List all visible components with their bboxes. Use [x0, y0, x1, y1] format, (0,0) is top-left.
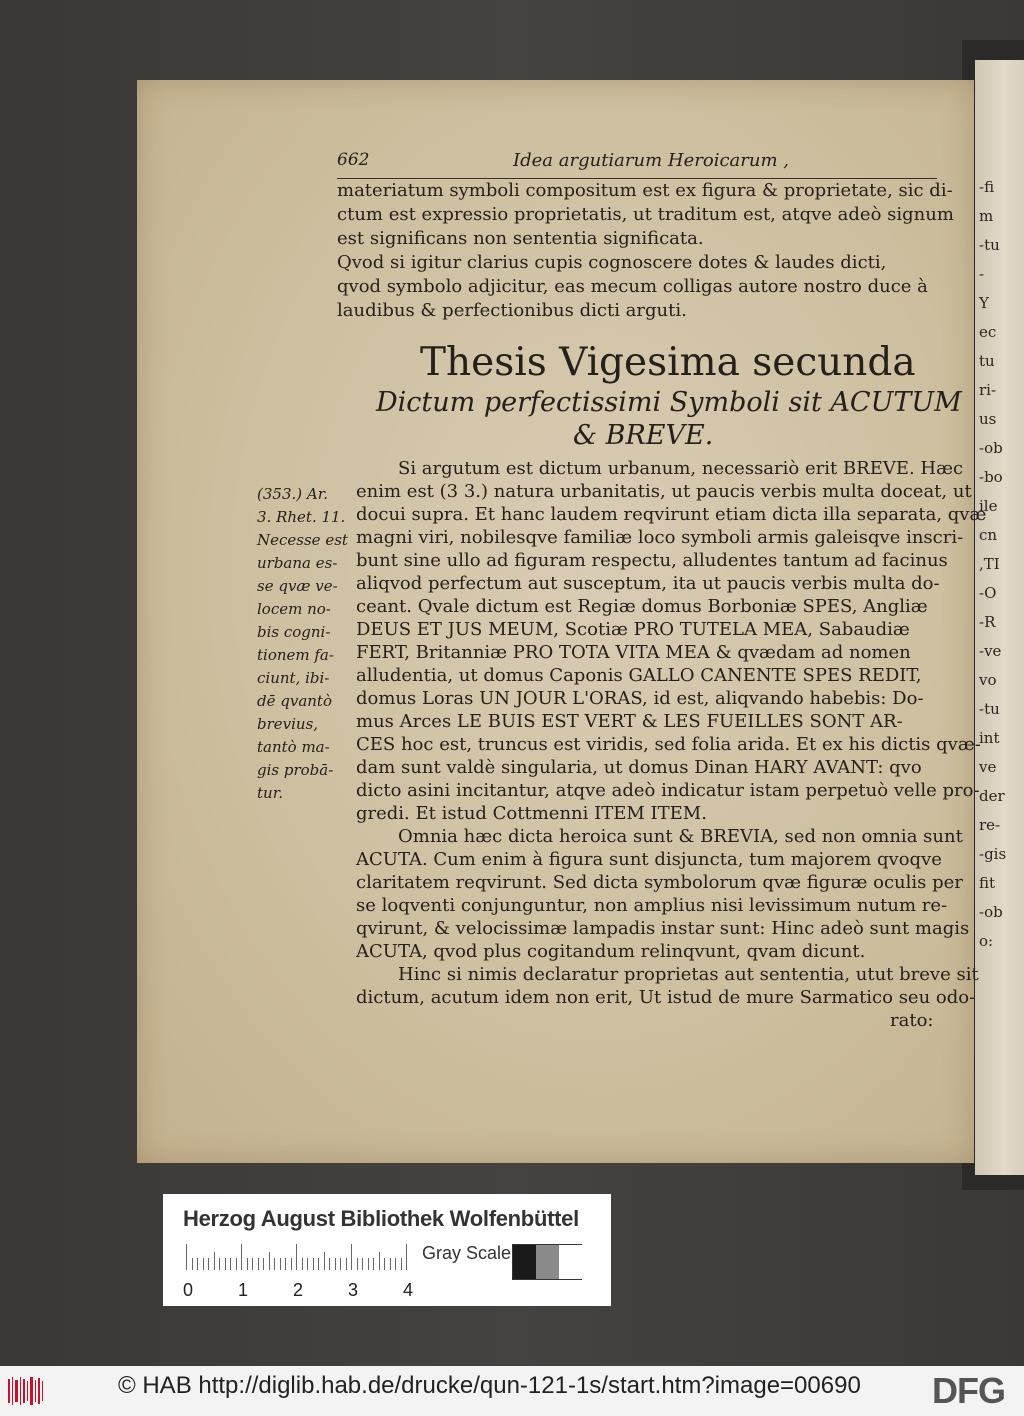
facing-text-fragment: -O: [979, 584, 997, 602]
facing-text-fragment: ri-: [979, 381, 997, 399]
text-line: rato:: [890, 1010, 934, 1031]
facing-text-fragment: -ve: [979, 642, 1002, 660]
ruler-tick: [197, 1258, 198, 1270]
scale-number: 2: [293, 1280, 304, 1300]
gray-swatch: [536, 1245, 559, 1279]
ruler-tick: [329, 1258, 330, 1270]
ruler-tick: [340, 1258, 341, 1270]
ruler-tick: [351, 1244, 352, 1270]
text-line: (353.) Ar.: [257, 485, 328, 503]
ruler-tick: [357, 1258, 358, 1270]
gray-scale-label: Gray Scale: [422, 1243, 512, 1263]
text-line: bis cogni-: [257, 623, 331, 641]
ruler-tick: [280, 1258, 281, 1270]
scale-number: 1: [238, 1280, 249, 1300]
text-line: claritatem reqvirunt. Sed dicta symbolorum qvæ figuræ oculis per: [356, 872, 963, 893]
copyright-link[interactable]: © HAB http://diglib.hab.de/drucke/qun-121-1s/start.htm?image=00690: [118, 1372, 861, 1399]
text-line: CES hoc est, truncus est viridis, sed folia arida. Et ex his dictis qvæ-: [356, 734, 981, 755]
text-line: FERT, Britanniæ PRO TOTA VITA MEA & qvædam ad nomen: [356, 642, 911, 663]
thesis-subtitle: Dictum perfectissimi Symboli sit ACUTUM: [376, 387, 962, 418]
facing-text-fragment: Y: [979, 294, 989, 312]
ruler-tick: [230, 1258, 231, 1270]
ruler-tick: [236, 1258, 237, 1270]
text-line: alludentia, ut domus Caponis GALLO CANENTE SPES REDIT,: [356, 665, 922, 686]
ruler-tick: [285, 1258, 286, 1270]
ruler-tick: [263, 1258, 264, 1270]
facing-text-fragment: o:: [979, 932, 994, 950]
text-line: Hinc si nimis declaratur proprietas aut sententia, utut breve sit: [398, 964, 979, 985]
ruler-tick: [302, 1258, 303, 1270]
ruler-tick: [318, 1258, 319, 1270]
ruler-tick: [241, 1244, 242, 1270]
ruler-tick: [214, 1252, 215, 1270]
ruler-tick: [291, 1258, 292, 1270]
facing-text-fragment: -R: [979, 613, 996, 631]
text-line: tionem fa-: [257, 646, 334, 664]
text-line: est significans non sententia significata.: [337, 228, 704, 249]
text-line: ACUTA. Cum enim à figura sunt disjuncta, tum majorem qvoqve: [356, 849, 942, 870]
text-line: gis probā-: [257, 761, 334, 779]
ruler-tick: [346, 1258, 347, 1270]
facing-page: [975, 60, 1024, 1175]
facing-text-fragment: -: [979, 265, 985, 283]
text-line: brevius,: [257, 715, 319, 733]
text-line: tur.: [257, 784, 283, 802]
gray-swatch: [513, 1245, 536, 1279]
scale-ruler: [186, 1244, 408, 1270]
facing-text-fragment: ec: [979, 323, 997, 341]
text-line: aliqvod perfectum aut susceptum, ita ut paucis verbis multa do-: [356, 573, 940, 594]
text-line: DEUS ET JUS MEUM, Scotiæ PRO TUTELA MEA, Sabaudiæ: [356, 619, 910, 640]
ruler-tick: [368, 1258, 369, 1270]
text-line: Omnia hæc dicta heroica sunt & BREVIA, sed non omnia sunt: [398, 826, 963, 847]
text-line: mus Arces LE BUIS EST VERT & LES FUEILLES SONT AR-: [356, 711, 903, 732]
facing-text-fragment: -bo: [979, 468, 1003, 486]
text-line: dicto asini incitantur, atqve adeò indicatur istam perpetuò velle pro-: [356, 780, 980, 801]
facing-text-fragment: -ob: [979, 903, 1003, 921]
ruler-tick: [390, 1258, 391, 1270]
gray-swatch: [559, 1245, 582, 1279]
text-line: ceant. Qvale dictum est Regiæ domus Borboniæ SPES, Angliæ: [356, 596, 928, 617]
text-line: ciunt, ibi-: [257, 669, 330, 687]
ruler-tick: [225, 1258, 226, 1270]
facing-text-fragment: tu: [979, 352, 995, 370]
ruler-tick: [258, 1258, 259, 1270]
facing-text-fragment: int: [979, 729, 1000, 747]
ruler-tick: [401, 1258, 402, 1270]
facing-text-fragment: -gis: [979, 845, 1007, 863]
thesis-title: Thesis Vigesima secunda: [420, 340, 916, 385]
text-line: laudibus & perfectionibus dicti arguti.: [337, 300, 687, 321]
ruler-tick: [186, 1244, 187, 1270]
text-line: Necesse est: [257, 531, 348, 549]
ruler-tick: [219, 1258, 220, 1270]
facing-text-fragment: m: [979, 207, 994, 225]
text-line: docui supra. Et hanc laudem reqvirunt etiam dicta illa separata, qvæ: [356, 504, 987, 525]
page-header: [337, 150, 967, 178]
ruler-tick: [384, 1258, 385, 1270]
text-line: dictum, acutum idem non erit, Ut istud de mure Sarmatico seu odo-: [356, 987, 976, 1008]
ruler-tick: [252, 1258, 253, 1270]
text-line: ctum est expressio proprietatis, ut traditum est, atqve adeò signum: [337, 204, 954, 225]
facing-text-fragment: der: [979, 787, 1005, 805]
dfg-logo: DFG: [932, 1370, 1005, 1411]
text-line: 3. Rhet. 11.: [257, 508, 346, 526]
ruler-tick: [307, 1258, 308, 1270]
text-line: qvirunt, & velocissimæ lampadis instar sunt: Hinc adeò sunt magis: [356, 918, 970, 939]
text-line: qvod symbolo adjicitur, eas mecum colligas autore nostro duce à: [337, 276, 928, 297]
ruler-tick: [296, 1244, 297, 1270]
facing-text-fragment: vo: [979, 671, 997, 689]
text-line: bunt sine ullo ad figuram respectu, alludentes tantum ad facinus: [356, 550, 948, 571]
header-rule: [337, 178, 937, 179]
text-line: ACUTA, qvod plus cogitandum relinqvunt, qvam dicunt.: [356, 941, 866, 962]
ruler-tick: [335, 1258, 336, 1270]
ruler-tick: [373, 1258, 374, 1270]
facing-text-fragment: fit: [979, 874, 996, 892]
library-name: Herzog August Bibliothek Wolfenbüttel: [183, 1206, 579, 1231]
ruler-tick: [247, 1258, 248, 1270]
text-line: urbana es-: [257, 554, 338, 572]
facing-text-fragment: -ob: [979, 439, 1003, 457]
text-line: se qvæ ve-: [257, 577, 338, 595]
ruler-tick: [362, 1258, 363, 1270]
ruler-tick: [208, 1258, 209, 1270]
text-line: Si argutum est dictum urbanum, necessariò erit BREVE. Hæc: [398, 458, 964, 479]
text-line: tantò ma-: [257, 738, 330, 756]
ruler-tick: [192, 1258, 193, 1270]
text-line: magni viri, nobilesqve familiæ loco symboli armis galeisqve inscri-: [356, 527, 964, 548]
ruler-tick: [379, 1252, 380, 1270]
text-line: domus Loras UN JOUR L'ORAS, id est, aliqvando habebis: Do-: [356, 688, 924, 709]
text-line: dam sunt valdè singularia, ut domus Dinan HARY AVANT: qvo: [356, 757, 922, 778]
text-line: gredi. Et istud Cottmenni ITEM ITEM.: [356, 803, 707, 824]
text-line: se loqventi conjunguntur, non amplius nisi levissimum nutum re-: [356, 895, 948, 916]
ruler-tick: [395, 1258, 396, 1270]
facing-text-fragment: us: [979, 410, 997, 428]
facing-text-fragment: ve: [979, 758, 997, 776]
facing-text-fragment: re-: [979, 816, 1001, 834]
text-line: materiatum symboli compositum est ex figura & proprietate, sic di-: [337, 180, 953, 201]
text-line: dē qvantò: [257, 692, 332, 710]
text-line: locem no-: [257, 600, 331, 618]
running-head: Idea argutiarum Heroicarum ,: [513, 150, 789, 171]
facing-text-fragment: ,TI: [979, 555, 1000, 573]
thesis-subtitle-2: & BREVE.: [573, 420, 714, 451]
facing-text-fragment: cn: [979, 526, 998, 544]
facing-text-fragment: -tu: [979, 700, 1000, 718]
ruler-tick: [274, 1258, 275, 1270]
scale-number: 4: [403, 1280, 414, 1300]
ruler-tick: [203, 1258, 204, 1270]
ruler-tick: [313, 1258, 314, 1270]
gray-scale-swatches: [512, 1244, 582, 1280]
facing-text-fragment: ile: [979, 497, 998, 515]
text-line: enim est (3 3.) natura urbanitatis, ut paucis verbis multa doceat, ut: [356, 481, 972, 502]
ruler-tick: [406, 1244, 407, 1270]
scale-number: 3: [348, 1280, 359, 1300]
ruler-tick: [269, 1252, 270, 1270]
ruler-tick: [324, 1252, 325, 1270]
page-number: 662: [337, 150, 370, 170]
barcode-icon: [8, 1377, 46, 1405]
scale-number: 0: [183, 1280, 194, 1300]
facing-text-fragment: -fi: [979, 178, 995, 196]
facing-text-fragment: -tu: [979, 236, 1000, 254]
text-line: Qvod si igitur clarius cupis cognoscere dotes & laudes dicti,: [337, 252, 887, 273]
